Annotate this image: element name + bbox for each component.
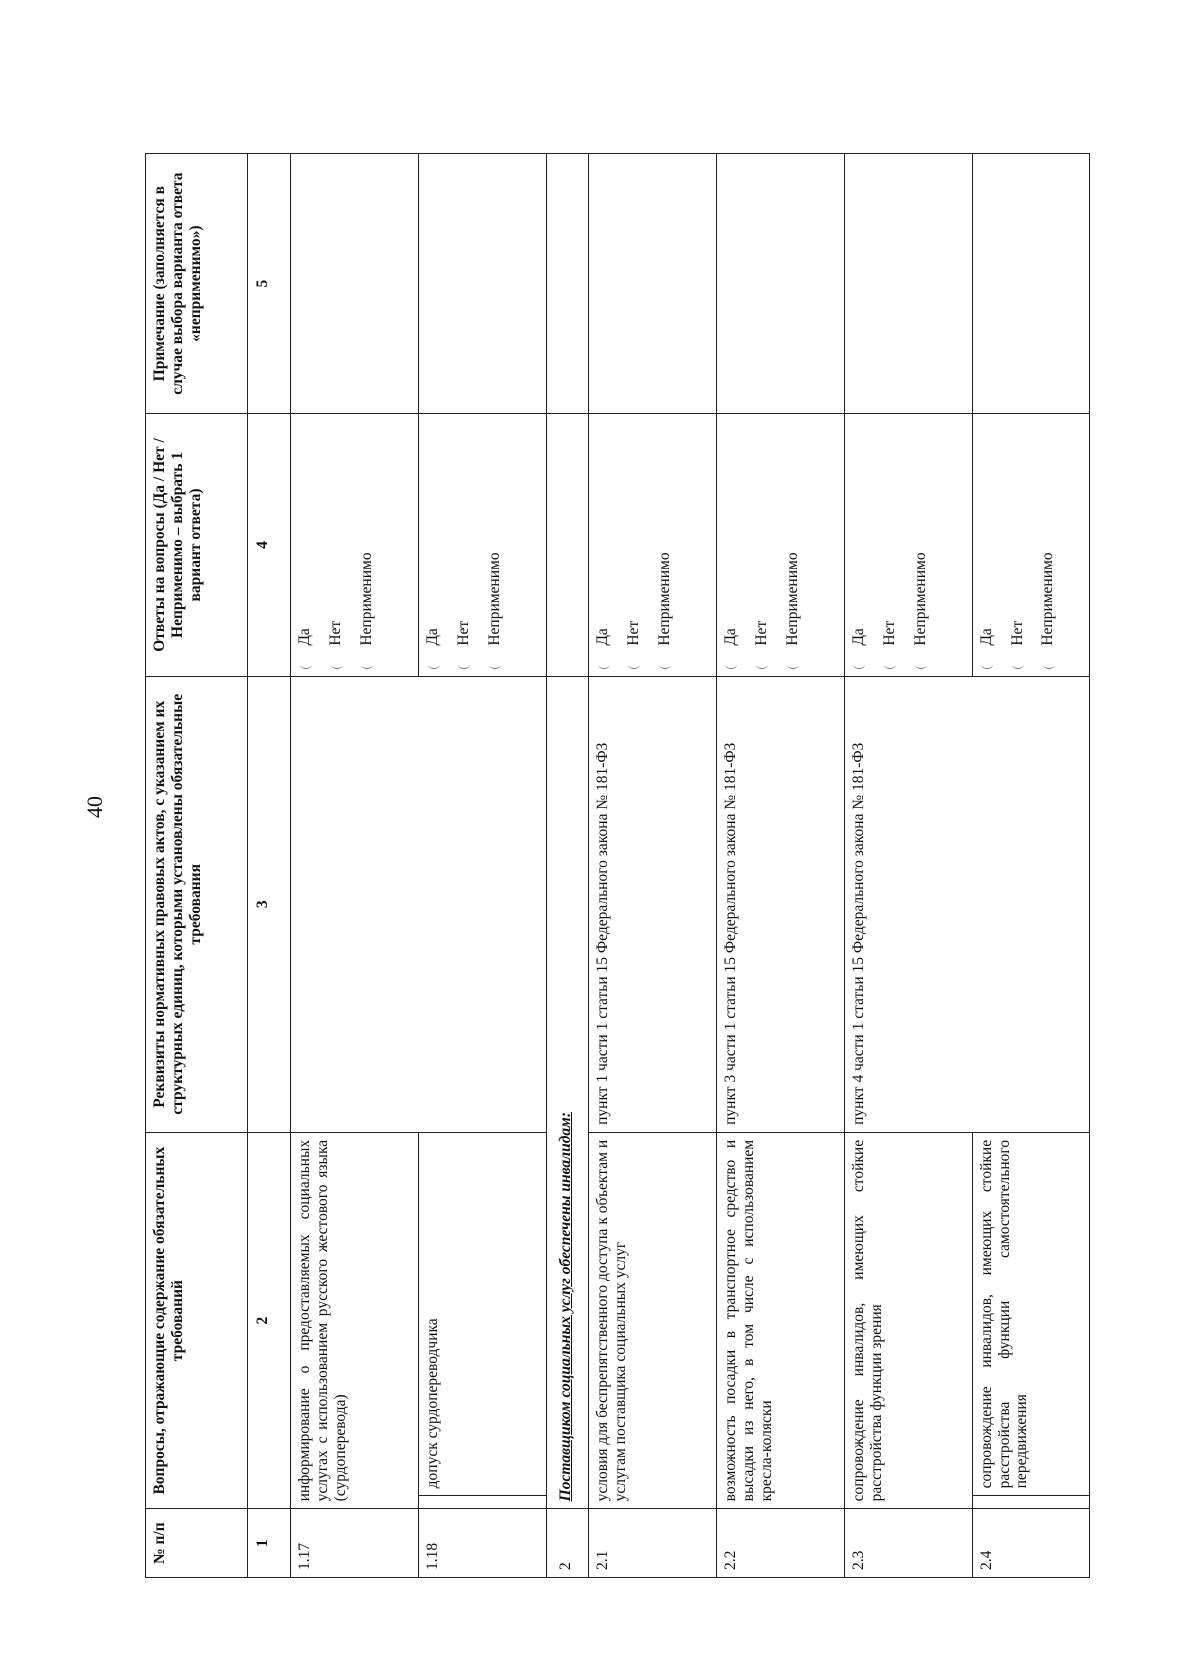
answer-option-yes[interactable] (594, 421, 612, 668)
radio-icon[interactable] (787, 660, 799, 669)
option-label: Да (594, 628, 612, 646)
row-question-cell (419, 1132, 547, 1508)
radio-icon[interactable] (1012, 660, 1024, 669)
table-row (717, 154, 845, 1578)
option-label: Нет (1008, 620, 1026, 646)
answer-option-yes[interactable] (722, 421, 740, 668)
answer-option-na[interactable] (358, 421, 376, 668)
radio-icon[interactable] (756, 660, 768, 669)
radio-icon[interactable] (981, 660, 993, 669)
option-label: Неприменимо (911, 552, 929, 646)
header-note: Примечание (заполняется в случае выбора варианта ответа «неприменимо») (146, 154, 248, 414)
section-row (547, 154, 589, 1578)
answer-cell (589, 414, 717, 676)
answer-cell (291, 414, 419, 676)
answer-option-na[interactable] (784, 421, 802, 668)
radio-icon[interactable] (659, 660, 671, 669)
answer-option-no[interactable] (881, 421, 899, 668)
column-number: 4 (247, 414, 290, 676)
column-number: 2 (247, 1132, 290, 1508)
option-label: Нет (327, 620, 345, 646)
section-note-cell (547, 154, 589, 414)
radio-icon[interactable] (884, 660, 896, 669)
answer-option-na[interactable] (486, 421, 504, 668)
radio-icon[interactable] (361, 660, 373, 669)
answer-cell (419, 414, 547, 676)
radio-icon[interactable] (915, 660, 927, 669)
answer-cell (717, 414, 845, 676)
row-reference (291, 676, 547, 1132)
answer-option-na[interactable] (1039, 421, 1057, 668)
header-row (146, 154, 248, 1578)
row-number: 2.1 (589, 1509, 717, 1578)
option-label: Да (296, 628, 314, 646)
radio-icon[interactable] (853, 660, 865, 669)
answer-option-no[interactable] (753, 421, 771, 668)
option-label: Неприменимо (485, 552, 503, 646)
row-question: допуск сурдопереводчика (419, 1133, 546, 1496)
header-reference: Реквизиты нормативных правовых актов, с указанием их структурных единиц, которыми установлены обязательные требования (146, 676, 248, 1132)
header-no: № п/п (146, 1509, 248, 1578)
table-row (844, 154, 972, 1578)
radio-icon[interactable] (489, 660, 501, 669)
row-note (717, 154, 845, 414)
option-label: Да (722, 628, 740, 646)
radio-icon[interactable] (300, 660, 312, 669)
row-question-cell (972, 1132, 1089, 1508)
row-reference: пункт 3 части 1 статьи 15 Федерального закона № 181-ФЗ (717, 676, 845, 1132)
row-note (844, 154, 972, 414)
answer-option-na[interactable] (656, 421, 674, 668)
option-label: Нет (454, 620, 472, 646)
row-question: информирование о предоставляемых социальных услугах с использованием русского жестового языка (сурдоперевода) (291, 1132, 419, 1508)
checklist-table (145, 153, 1090, 1578)
row-note (589, 154, 717, 414)
section-title: Поставщиком социальных услуг обеспечены инвалидам: (547, 676, 589, 1509)
radio-icon[interactable] (458, 660, 470, 669)
row-number: 2.4 (972, 1509, 1089, 1578)
row-reference: пункт 4 части 1 статьи 15 Федерального закона № 181-ФЗ (844, 676, 1089, 1132)
radio-icon[interactable] (598, 660, 610, 669)
answer-option-na[interactable] (912, 421, 930, 668)
row-number: 2.2 (717, 1509, 845, 1578)
answer-cell (972, 414, 1089, 676)
column-number: 5 (247, 154, 290, 414)
answer-option-no[interactable] (455, 421, 473, 668)
radio-icon[interactable] (1043, 660, 1055, 669)
option-label: Нет (880, 620, 898, 646)
option-label: Да (424, 628, 442, 646)
column-number: 3 (247, 676, 290, 1132)
row-question: условия для беспрепятственного доступа к объектам и услугам поставщика социальных услуг (589, 1132, 717, 1508)
answer-option-yes[interactable] (296, 421, 314, 668)
row-number: 2.3 (844, 1509, 972, 1578)
table-row (589, 154, 717, 1578)
row-note (291, 154, 419, 414)
rotated-table-container (145, 153, 1090, 1578)
answer-option-no[interactable] (1009, 421, 1027, 668)
row-question: сопровождение инвалидов, имеющих стойкие расстройства функции самостоятельного передвижения (973, 1133, 1089, 1496)
option-label: Да (977, 628, 995, 646)
page-number: 40 (82, 796, 107, 818)
row-note (419, 154, 547, 414)
option-label: Да (849, 628, 867, 646)
header-question: Вопросы, отражающие содержание обязательных требований (146, 1132, 248, 1508)
section-number: 2 (547, 1509, 589, 1578)
answer-option-yes[interactable] (850, 421, 868, 668)
row-number: 1.18 (419, 1509, 547, 1578)
column-number: 1 (247, 1509, 290, 1578)
option-label: Неприменимо (357, 552, 375, 646)
answer-option-no[interactable] (625, 421, 643, 668)
answer-option-yes[interactable] (424, 421, 442, 668)
radio-icon[interactable] (725, 660, 737, 669)
section-answer-cell (547, 414, 589, 676)
radio-icon[interactable] (628, 660, 640, 669)
row-question: сопровождение инвалидов, имеющих стойкие расстройства функции зрения (844, 1132, 972, 1508)
answer-option-yes[interactable] (978, 421, 996, 668)
answer-option-no[interactable] (327, 421, 345, 668)
option-label: Неприменимо (783, 552, 801, 646)
radio-icon[interactable] (428, 660, 440, 669)
row-reference: пункт 1 части 1 статьи 15 Федерального закона № 181-ФЗ (589, 676, 717, 1132)
option-label: Нет (624, 620, 642, 646)
option-label: Неприменимо (1039, 552, 1057, 646)
table-row (291, 154, 419, 1578)
row-number: 1.17 (291, 1509, 419, 1578)
row-question: возможность посадки в транспортное средство и высадки из него, в том числе с использованием кресла-коляски (717, 1132, 845, 1508)
radio-icon[interactable] (331, 660, 343, 669)
row-note (972, 154, 1089, 414)
option-label: Нет (752, 620, 770, 646)
column-number-row (247, 154, 290, 1578)
answer-cell (844, 414, 972, 676)
header-answers: Ответы на вопросы (Да / Нет / Неприменимо – выбрать 1 вариант ответа) (146, 414, 248, 676)
option-label: Неприменимо (655, 552, 673, 646)
